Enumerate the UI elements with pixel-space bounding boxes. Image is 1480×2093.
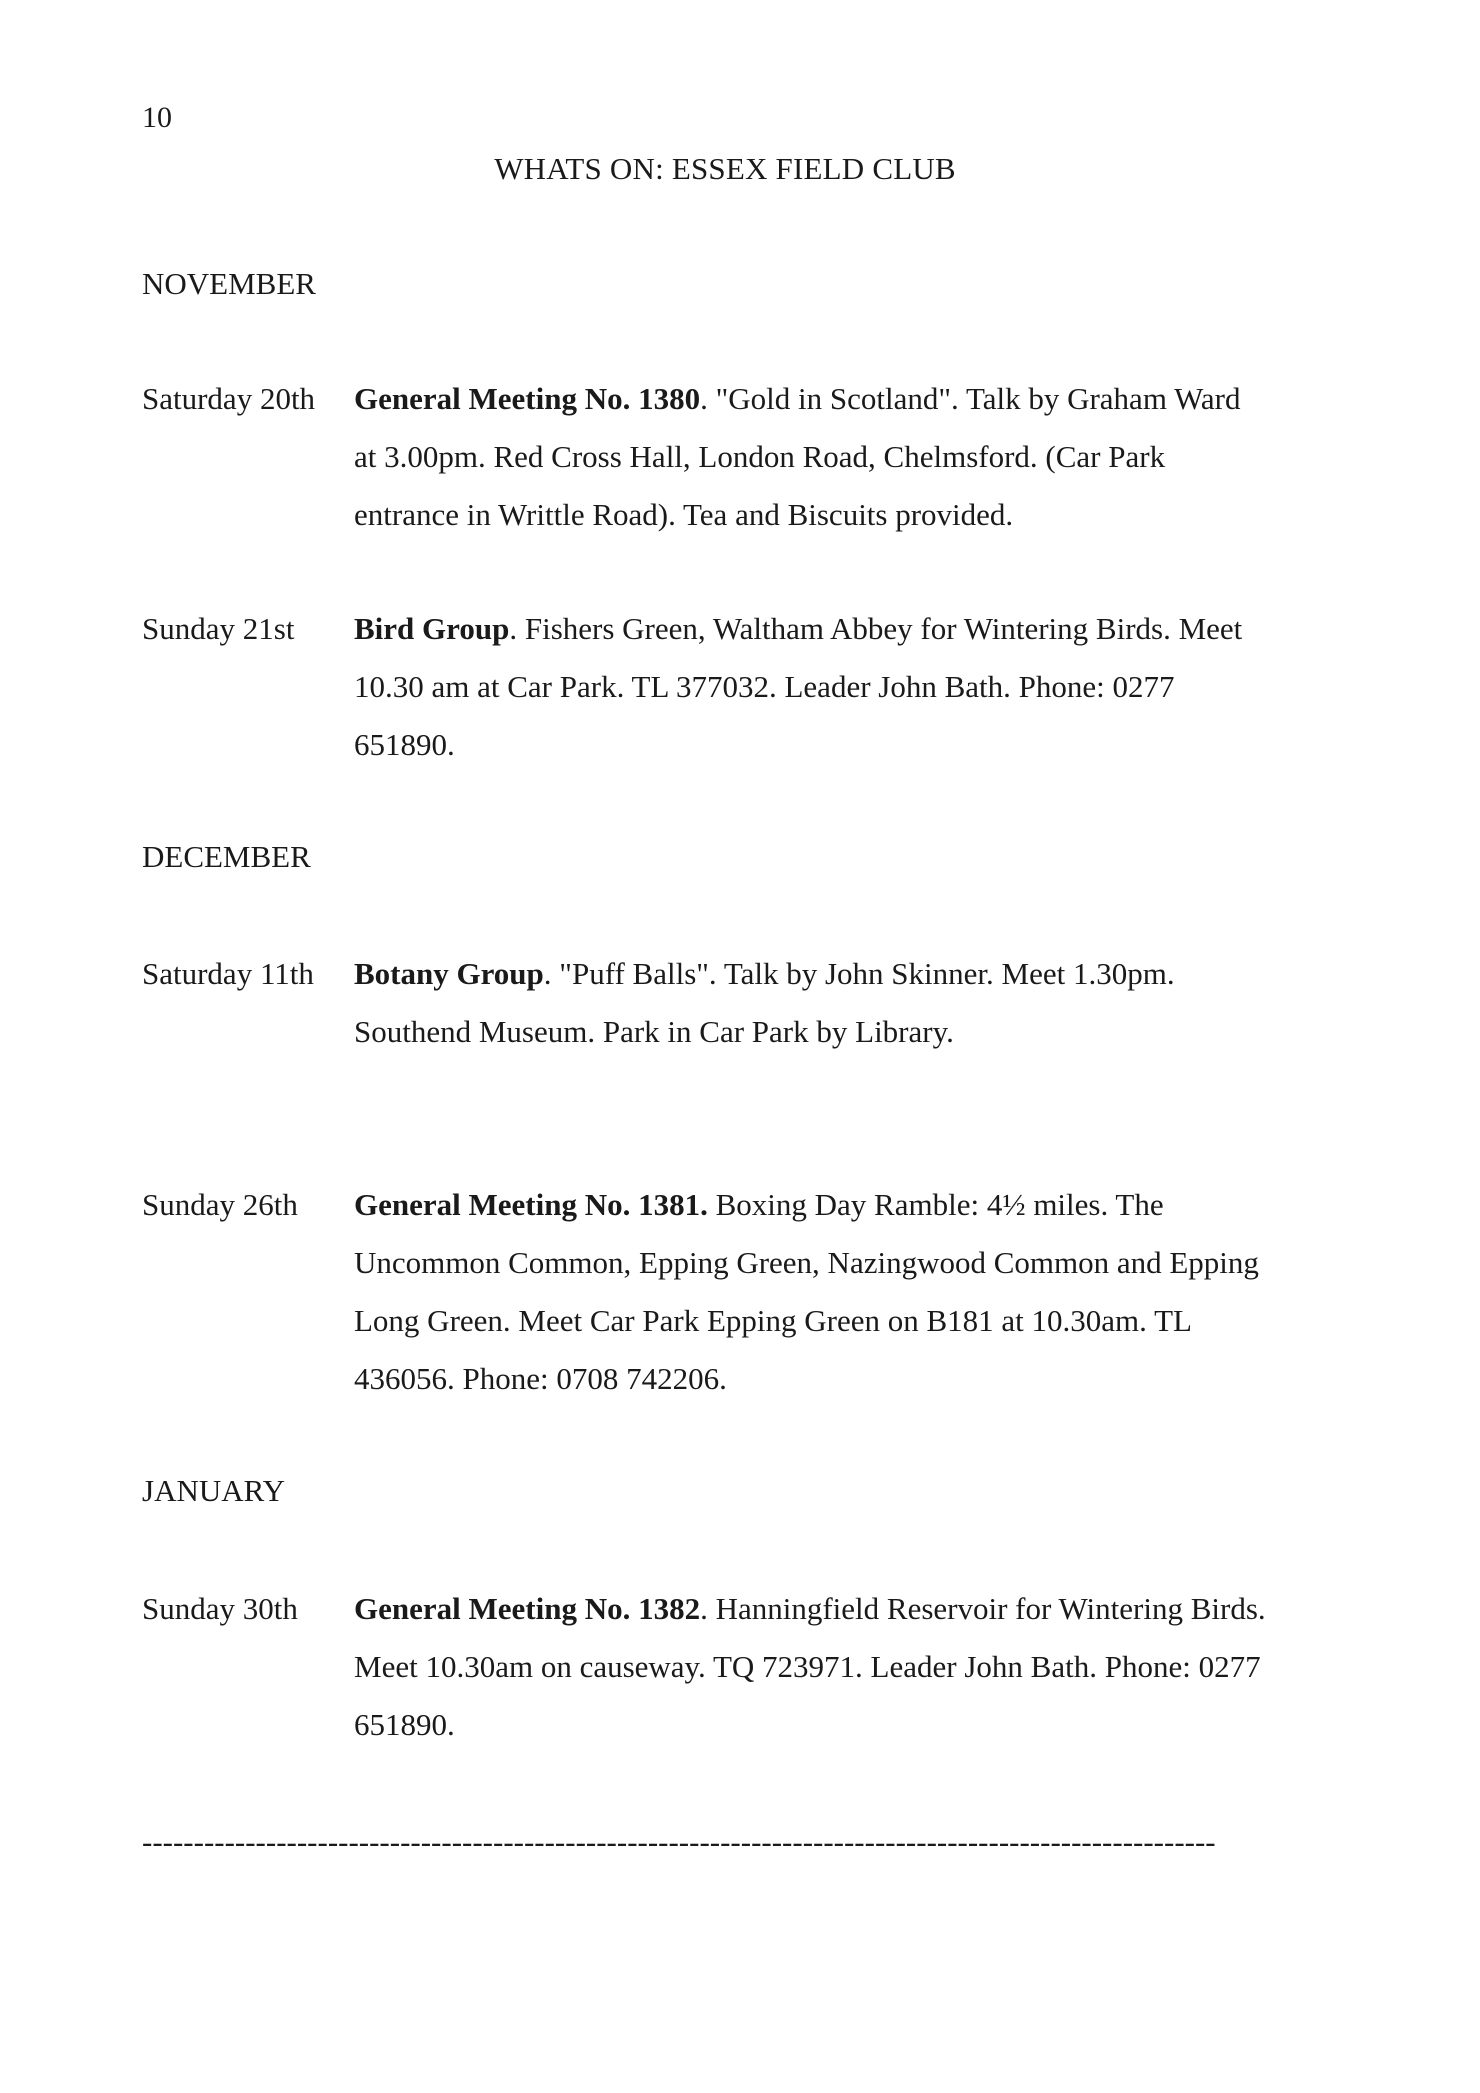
month-heading-january: JANUARY xyxy=(142,1473,285,1508)
page-title: WHATS ON: ESSEX FIELD CLUB xyxy=(494,151,956,186)
event-description xyxy=(354,1176,1464,1408)
page-number: 10 xyxy=(142,101,172,134)
event-text-line: Boxing Day Ramble: 4½ miles. The xyxy=(707,1187,1164,1222)
event-title: Bird Group xyxy=(354,611,510,646)
month-heading-december: DECEMBER xyxy=(142,839,311,874)
event-description xyxy=(354,600,1464,774)
event-description xyxy=(354,945,1464,1061)
event-text-line: entrance in Writtle Road). Tea and Biscuits provided. xyxy=(354,497,1014,532)
section-divider: -------------------------------------------------------------------------------------------------------- xyxy=(142,1824,1216,1859)
event-text-line: at 3.00pm. Red Cross Hall, London Road, Chelmsford. (Car Park xyxy=(354,439,1166,474)
event-date: Sunday 26th xyxy=(142,1187,298,1222)
event-date: Saturday 11th xyxy=(142,956,314,991)
event-title: Botany Group xyxy=(354,956,544,991)
event-title: General Meeting No. 1382 xyxy=(354,1591,701,1626)
event-description xyxy=(354,1580,1464,1754)
event-text-line: . Fishers Green, Waltham Abbey for Wintering Birds. Meet xyxy=(509,611,1243,646)
event-text-line: Long Green. Meet Car Park Epping Green on B181 at 10.30am. TL xyxy=(354,1303,1192,1338)
event-text-line: Meet 10.30am on causeway. TQ 723971. Leader John Bath. Phone: 0277 xyxy=(354,1649,1261,1684)
event-date: Sunday 21st xyxy=(142,611,295,646)
event-text-line: 436056. Phone: 0708 742206. xyxy=(354,1361,727,1396)
event-text-line: Southend Museum. Park in Car Park by Library. xyxy=(354,1014,954,1049)
event-text-line: Uncommon Common, Epping Green, Nazingwood Common and Epping xyxy=(354,1245,1259,1280)
event-date: Saturday 20th xyxy=(142,381,316,416)
event-date: Sunday 30th xyxy=(142,1591,298,1626)
event-description xyxy=(354,370,1464,544)
event-text-line: . "Gold in Scotland". Talk by Graham Ward xyxy=(700,381,1241,416)
month-heading-november: NOVEMBER xyxy=(142,266,316,301)
event-title: General Meeting No. 1381. xyxy=(354,1187,708,1222)
event-text-line: 10.30 am at Car Park. TL 377032. Leader John Bath. Phone: 0277 xyxy=(354,669,1175,704)
event-text-line: 651890. xyxy=(354,1707,455,1742)
event-title: General Meeting No. 1380 xyxy=(354,381,701,416)
event-text-line: . "Puff Balls". Talk by John Skinner. Meet 1.30pm. xyxy=(543,956,1175,991)
event-text-line: . Hanningfield Reservoir for Wintering Birds. xyxy=(700,1591,1266,1626)
event-text-line: 651890. xyxy=(354,727,455,762)
